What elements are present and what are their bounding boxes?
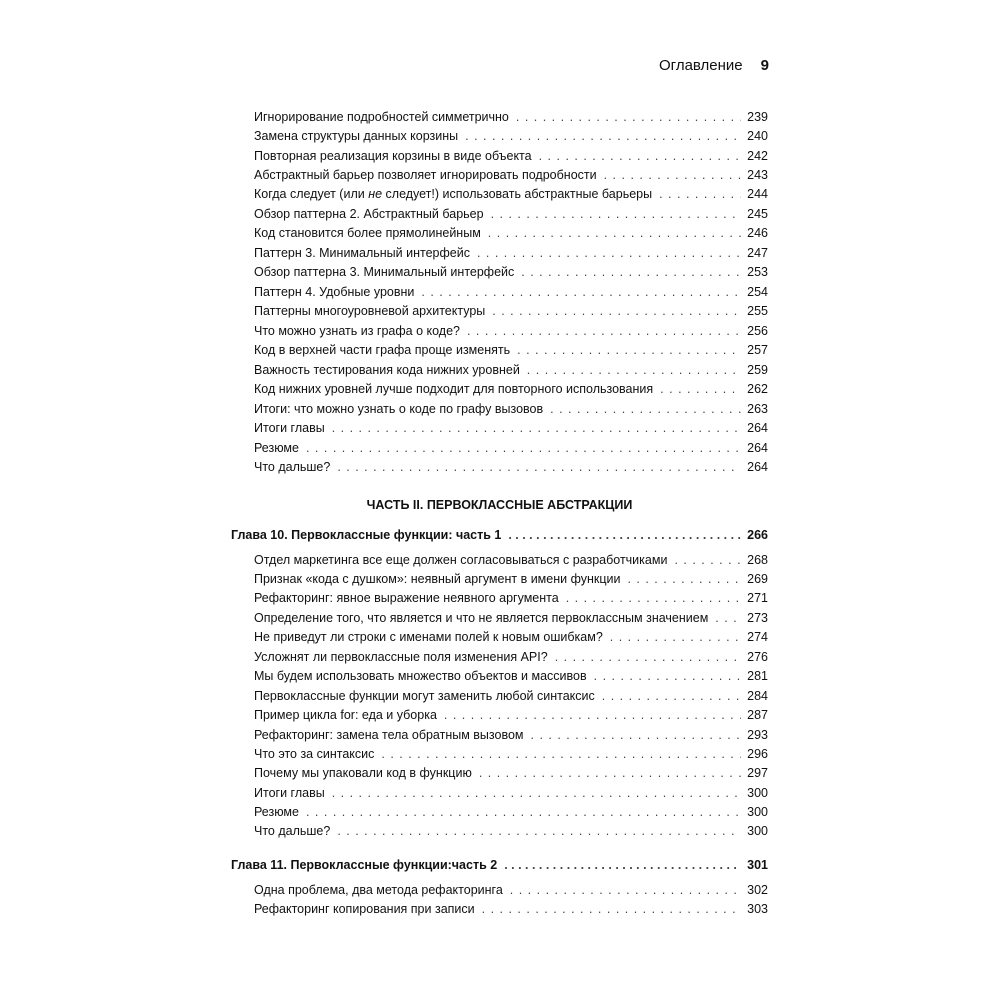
toc-entry — [254, 688, 768, 704]
toc-entry-title: Итоги главы — [254, 786, 325, 800]
toc-entry-page: 303 — [747, 902, 768, 916]
toc-chapter-title: Глава 11. Первоклассные функции:часть 2 — [231, 858, 498, 872]
toc-entry-page: 264 — [747, 460, 768, 474]
running-header — [659, 57, 769, 74]
toc-entry-page: 271 — [747, 591, 768, 605]
toc-entry — [254, 381, 768, 397]
dot-leader — [602, 688, 741, 704]
dot-leader — [715, 610, 741, 626]
emphasis-text: не — [368, 187, 383, 201]
toc-entry — [254, 571, 768, 587]
toc-entry-page: 246 — [747, 226, 768, 240]
toc-entry-title: Когда следует (или не следует!) использовать абстрактные барьеры — [254, 187, 653, 201]
dot-leader — [604, 167, 742, 183]
toc-entry — [254, 746, 768, 762]
toc-entry-page: 247 — [747, 246, 768, 260]
dot-leader — [492, 303, 741, 319]
dot-leader — [508, 527, 741, 543]
toc-entry — [254, 323, 768, 339]
toc-entry-title: Паттерн 3. Минимальный интерфейс — [254, 246, 470, 260]
toc-entry-page: 255 — [747, 304, 768, 318]
dot-leader — [521, 264, 741, 280]
dot-leader — [332, 785, 741, 801]
dot-leader — [539, 148, 742, 164]
dot-leader — [381, 746, 741, 762]
dot-leader — [421, 284, 741, 300]
toc-entry-title: Резюме — [254, 805, 299, 819]
toc-entry-title: Одна проблема, два метода рефакторинга — [254, 883, 503, 897]
toc-entry — [254, 649, 768, 665]
toc-chapter-title: Глава 10. Первоклассные функции: часть 1 — [231, 528, 502, 542]
toc-entry — [254, 610, 768, 626]
toc-entry-page: 259 — [747, 363, 768, 377]
dot-leader — [674, 552, 741, 568]
dot-leader — [482, 901, 742, 917]
toc-entry-title: Игнорирование подробностей симметрично — [254, 110, 509, 124]
dot-leader — [337, 823, 741, 839]
toc-entry — [254, 420, 768, 436]
toc-entry-page: 300 — [747, 824, 768, 838]
dot-leader — [550, 401, 741, 417]
toc-entry — [254, 362, 768, 378]
toc-entry — [254, 785, 768, 801]
dot-leader — [555, 649, 741, 665]
toc-entry-title: Замена структуры данных корзины — [254, 129, 459, 143]
toc-entry-title: Код в верхней части графа проще изменять — [254, 343, 511, 357]
toc-entry — [254, 284, 768, 300]
dot-leader — [531, 727, 742, 743]
toc-entry-title: Рефакторинг: явное выражение неявного аргумента — [254, 591, 559, 605]
toc-entry — [254, 401, 768, 417]
toc-entry-title: Что это за синтаксис — [254, 747, 375, 761]
toc-entry-title: Важность тестирования кода нижних уровней — [254, 363, 520, 377]
toc-entry — [254, 552, 768, 568]
dot-leader — [491, 206, 742, 222]
toc-chapter-page: 301 — [747, 858, 768, 872]
toc-entry — [254, 186, 768, 202]
toc-entry-title: Рефакторинг: замена тела обратным вызовом — [254, 728, 524, 742]
toc-entry — [254, 727, 768, 743]
dot-leader — [594, 668, 742, 684]
toc-entry-page: 300 — [747, 786, 768, 800]
dot-leader — [527, 362, 741, 378]
toc-entry — [254, 206, 768, 222]
dot-leader — [306, 440, 741, 456]
dot-leader — [477, 245, 741, 261]
dot-leader — [659, 186, 741, 202]
toc-entry-page: 245 — [747, 207, 768, 221]
dot-leader — [465, 128, 741, 144]
page-number: 9 — [760, 57, 769, 74]
dot-leader — [566, 590, 741, 606]
dot-leader — [627, 571, 741, 587]
dot-leader — [660, 381, 741, 397]
toc-entry-page: 269 — [747, 572, 768, 586]
header-title: Оглавление — [659, 57, 743, 74]
toc-entry-title: Признак «кода с душком»: неявный аргумент в имени функции — [254, 572, 621, 586]
dot-leader — [516, 109, 741, 125]
toc-entry-title: Обзор паттерна 3. Минимальный интерфейс — [254, 265, 515, 279]
toc-entry — [254, 882, 768, 898]
toc-entry — [254, 128, 768, 144]
toc-entry-title: Мы будем использовать множество объектов и массивов — [254, 669, 587, 683]
toc-entry-title: Паттерны многоуровневой архитектуры — [254, 304, 486, 318]
toc-entry-page: 262 — [747, 382, 768, 396]
toc-entry-page: 264 — [747, 441, 768, 455]
toc-entry-title: Повторная реализация корзины в виде объекта — [254, 149, 532, 163]
toc-entry-title: Абстрактный барьер позволяет игнорировать подробности — [254, 168, 597, 182]
toc-entry-page: 297 — [747, 766, 768, 780]
toc-entry-title: Итоги главы — [254, 421, 325, 435]
toc-entry-page: 244 — [747, 187, 768, 201]
toc-entry — [254, 590, 768, 606]
dot-leader — [610, 629, 741, 645]
toc-entry — [254, 901, 768, 917]
toc-entry-title: Что дальше? — [254, 824, 331, 838]
toc-entry-title: Что можно узнать из графа о коде? — [254, 324, 460, 338]
toc-entry-title: Код нижних уровней лучше подходит для повторного использования — [254, 382, 654, 396]
toc-entry-page: 293 — [747, 728, 768, 742]
part-heading: ЧАСТЬ II. ПЕРВОКЛАССНЫЕ АБСТРАКЦИИ — [366, 498, 633, 512]
toc-entry — [254, 804, 768, 820]
toc-entry-page: 240 — [747, 129, 768, 143]
toc-entry-title: Обзор паттерна 2. Абстрактный барьер — [254, 207, 484, 221]
toc-entry — [254, 342, 768, 358]
toc-entry-page: 253 — [747, 265, 768, 279]
toc-entry — [254, 765, 768, 781]
toc-chapter — [231, 857, 768, 873]
toc-entry-page: 242 — [747, 149, 768, 163]
toc-entry-title: Итоги: что можно узнать о коде по графу вызовов — [254, 402, 544, 416]
toc-entry-title: Паттерн 4. Удобные уровни — [254, 285, 415, 299]
toc-entry — [254, 303, 768, 319]
toc-entry-title: Почему мы упаковали код в функцию — [254, 766, 472, 780]
dot-leader — [306, 804, 741, 820]
toc-entry-title: Код становится более прямолинейным — [254, 226, 481, 240]
dot-leader — [488, 225, 741, 241]
toc-entry — [254, 668, 768, 684]
dot-leader — [444, 707, 741, 723]
dot-leader — [479, 765, 741, 781]
dot-leader — [510, 882, 741, 898]
dot-leader — [517, 342, 741, 358]
toc-entry-page: 274 — [747, 630, 768, 644]
toc-entry-title: Первоклассные функции могут заменить любой синтаксис — [254, 689, 595, 703]
toc-chapter-page: 266 — [747, 528, 768, 542]
toc-entry-page: 268 — [747, 553, 768, 567]
toc-entry-page: 281 — [747, 669, 768, 683]
toc-entry-title: Определение того, что является и что не является первоклассным значением — [254, 611, 709, 625]
toc-entry-title: Резюме — [254, 441, 299, 455]
toc-entry — [254, 707, 768, 723]
toc-entry-page: 264 — [747, 421, 768, 435]
toc-entry-title: Усложнят ли первоклассные поля изменения API? — [254, 650, 548, 664]
toc-entry-page: 276 — [747, 650, 768, 664]
toc-entry — [254, 440, 768, 456]
toc-entry-page: 273 — [747, 611, 768, 625]
dot-leader — [332, 420, 741, 436]
toc-entry-title: Рефакторинг копирования при записи — [254, 902, 475, 916]
toc-entry-page: 284 — [747, 689, 768, 703]
toc-entry-page: 296 — [747, 747, 768, 761]
toc-entry-page: 300 — [747, 805, 768, 819]
toc-entry-page: 243 — [747, 168, 768, 182]
toc-entry — [254, 109, 768, 125]
toc-entry — [254, 264, 768, 280]
toc-entry-page: 263 — [747, 402, 768, 416]
toc-entry — [254, 148, 768, 164]
toc-entry-title: Что дальше? — [254, 460, 331, 474]
toc-entry — [254, 823, 768, 839]
dot-leader — [467, 323, 741, 339]
toc-entry-page: 287 — [747, 708, 768, 722]
toc-entry — [254, 629, 768, 645]
toc-entry — [254, 225, 768, 241]
toc-entry-page: 257 — [747, 343, 768, 357]
dot-leader — [337, 459, 741, 475]
toc-entry-title: Пример цикла for: еда и уборка — [254, 708, 437, 722]
dot-leader — [504, 857, 741, 873]
toc-entry-page: 239 — [747, 110, 768, 124]
toc-entry-title: Отдел маркетинга все еще должен согласовываться с разработчиками — [254, 553, 668, 567]
toc-entry — [254, 459, 768, 475]
toc-entry-page: 254 — [747, 285, 768, 299]
toc-entry-page: 302 — [747, 883, 768, 897]
toc-entry — [254, 167, 768, 183]
toc-chapter — [231, 527, 768, 543]
toc-entry — [254, 245, 768, 261]
toc-entry-page: 256 — [747, 324, 768, 338]
toc-entry-title: Не приведут ли строки с именами полей к новым ошибкам? — [254, 630, 603, 644]
